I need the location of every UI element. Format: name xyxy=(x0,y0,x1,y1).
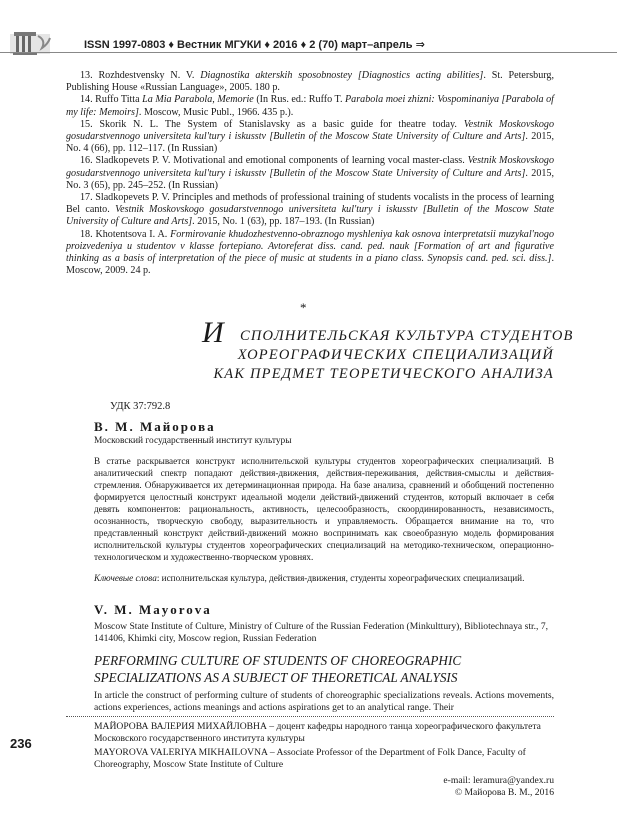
institution-ru: Московский государственный институт культуры xyxy=(94,436,292,446)
title-line-1: СПОЛНИТЕЛЬСКАЯ КУЛЬТУРА СТУДЕНТОВ xyxy=(240,328,574,344)
abstract-en: In article the construct of performing culture of students of choreographic specializations reveals. Actions movements, actions experiences, actions meanings and actions aspirations get to an analytical range. Their xyxy=(94,690,554,713)
journal-header: ISSN 1997-0803 ♦ Вестник МГУКИ ♦ 2016 ♦ 2 (70) март–апрель ⇒ xyxy=(84,39,425,51)
title-line-3: КАК ПРЕДМЕТ ТЕОРЕТИЧЕСКОГО АНАЛИЗА xyxy=(213,366,554,382)
author-bio-en: MAYOROVA VALERIYA MIKHAILOVNA – Associate Professor of the Department of Folk Dance, Faculty of Choreography, Moscow State Institute of Culture xyxy=(94,747,526,770)
page-number: 236 xyxy=(10,736,32,751)
reference-item: 15. Skorik N. L. The System of Stanislavsky as a basic guide for theatre today. Vestnik Moskovskogo gosudarstvennogo universiteta kul'tury i iskusstv [Bulletin of the Moscow State University of Culture and Arts]. 2015, No. 4 (66), pp. 112–117. (In Russian) xyxy=(66,118,554,155)
author-name-ru: В. М. Майорова xyxy=(94,419,216,434)
keywords-label: Ключевые слова xyxy=(94,573,157,583)
keywords-text: : исполнительская культура, действия-движения, студенты хореографических специализаций. xyxy=(156,573,525,583)
header-divider xyxy=(0,52,617,53)
author-email: e-mail: leramura@yandex.ru xyxy=(443,775,554,786)
udk-code: УДК 37:792.8 xyxy=(110,401,171,412)
article-title xyxy=(200,316,574,386)
title-initial-letter: И xyxy=(202,316,224,349)
reference-item: 14. Ruffo Titta La Mia Parabola, Memorie (In Rus. ed.: Ruffo T. Parabola moei zhizni: Vospominaniya [Parabola of my life: Memoirs]. Moscow, Music Publ., 1966. 435 p.). xyxy=(66,94,554,118)
references-list xyxy=(66,70,554,277)
keywords-ru xyxy=(94,572,554,584)
abstract-ru: В статье раскрывается конструкт исполнительской культуры студентов хореографических специализаций. В аналитический спектр попадают действия-движения, действия-переживания, действия-смыслы и действия-стремления. Обнаруживается их детерминационная природа. На базе анализа, сравнений и обобщений постепенно формируется целостный конструкт идеальной модели действий-движений студентов, который включает в себя девять компонентов: рациональность, активность, целесообразность, скоординированность, независимость, осознанность, творческую свободу, выразительность и управляемость. Обращается внимание на то, что представленный конструкт действий-движений можно воспринимать как своеобразную модель формирования исполнительской культуры студентов хореографических специализаций на методико-техническом, операционно-технологическом и художественно-творческом уровнях. xyxy=(94,456,554,562)
institution-en: Moscow State Institute of Culture, Ministry of Culture of the Russian Federation (Minkulttury), Bibliotechnaya str., 7, 141406, Khimki city, Moscow region, Russian Federation xyxy=(94,621,549,644)
title-line-2: ХОРЕОГРАФИЧЕСКИХ СПЕЦИАЛИЗАЦИЙ xyxy=(237,347,554,363)
footnote-divider xyxy=(66,716,554,717)
reference-item: 17. Sladkopevets P. V. Principles and methods of professional training of students vocalists in the process of learning Bel canto. Vestnik Moskovskogo gosudarstvennogo universiteta kul'tury i iskusstv [Bulletin of the Moscow State University of Culture and Arts]. 2015, No. 1 (63), pp. 187–193. (In Russian) xyxy=(66,192,554,228)
author-name-en: V. M. Mayorova xyxy=(94,602,212,617)
section-separator: * xyxy=(300,300,307,315)
reference-item: 13. Rozhdestvensky N. V. Diagnostika akterskih sposobnostey [Diagnostics acting abilities]. St. Petersburg, Publishing House «Russian Language», 2005. 180 p. xyxy=(66,70,554,94)
journal-logo xyxy=(8,30,52,58)
article-title-en: PERFORMING CULTURE OF STUDENTS OF CHOREOGRAPHIC SPECIALIZATIONS AS A SUBJECT OF THEORETICAL ANALYSIS xyxy=(94,653,462,685)
author-bio-ru: МАЙОРОВА ВАЛЕРИЯ МИХАЙЛОВНА – доцент кафедры народного танца хореографического факультета Московского государственного института культуры xyxy=(94,721,541,744)
reference-item: 16. Sladkopevets P. V. Motivational and emotional components of learning vocal master-class. Vestnik Moskovskogo gosudarstvennogo universiteta kul'tury i iskusstv [Bulletin of the Moscow State University of Culture and Arts]. 2015, No. 3 (65), pp. 245–252. (In Russian) xyxy=(66,155,554,191)
reference-item: 18. Khotentsova I. A. Formirovanie khudozhestvenno-obraznogo myshleniya kak osnova interpretatsii muzykal'nogo proizvedeniya u studentov v klasse fortepiano. Avtoreferat diss. cand. ped. nauk [Formation of art and figurative thinking as a basis of interpretation of the piece of music at students in a piano class. Synopsis cand. ped. sci. diss.]. Moscow, 2009. 24 p. xyxy=(66,228,555,277)
copyright: © Майорова В. М., 2016 xyxy=(454,787,554,798)
